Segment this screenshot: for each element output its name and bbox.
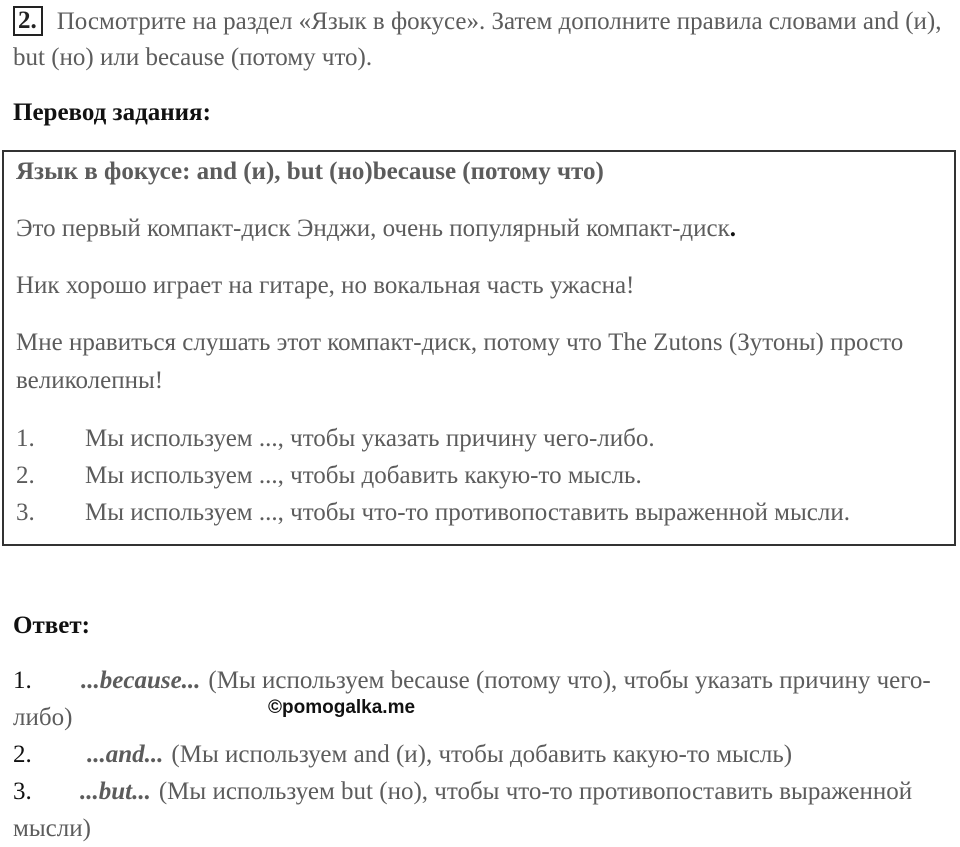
answer-item: [13, 736, 953, 773]
watermark-logo: ©pomogalka.me: [268, 697, 416, 718]
rule-number: 2.: [16, 462, 35, 489]
language-focus-box: [2, 150, 956, 546]
rule-item: [16, 494, 850, 531]
answer-explanation: (Мы используем but (но), чтобы что-то противопоставить выраженной мысли): [13, 778, 913, 842]
rule-item: [16, 420, 850, 457]
task-text: Посмотрите на раздел «Язык в фокусе». Затем дополните правила словами and (и), but (но) или because (потому что).: [13, 8, 942, 71]
answers-list: [13, 662, 953, 847]
rule-number: 1.: [16, 425, 35, 452]
answer-item: [13, 773, 953, 847]
task-number: 2.: [13, 6, 43, 36]
focus-example-1-period: .: [729, 215, 737, 242]
focus-example-1-text: Это первый компакт-диск Энджи, очень популярный компакт-диск: [16, 215, 730, 242]
focus-title: Язык в фокусе: and (и), but (но)because (потому что): [16, 158, 604, 185]
answer-key-word: ...and...: [87, 741, 164, 768]
answer-item: [13, 662, 953, 736]
answer-number: 3.: [13, 778, 32, 805]
rule-text: Мы используем ..., чтобы что-то противопоставить выраженной мысли.: [85, 499, 851, 526]
answer-number: 2.: [13, 741, 32, 768]
focus-example-2: Ник хорошо играет на гитаре, но вокальная часть ужасна!: [16, 272, 635, 299]
answer-number: 1.: [13, 667, 32, 694]
focus-example-1: [16, 210, 941, 248]
answer-explanation: (Мы используем and (и), чтобы добавить какую-то мысль): [171, 741, 793, 768]
answer-heading: Ответ:: [13, 612, 90, 639]
answer-key-word: ...but...: [80, 778, 151, 805]
rule-text: Мы используем ..., чтобы добавить какую-то мысль.: [85, 462, 642, 489]
answer-key-word: ...because...: [81, 667, 201, 694]
focus-example-3: Мне нравиться слушать этот компакт-диск, потому что The Zutons (Зутоны) просто великолепны!: [16, 329, 904, 394]
translation-heading: Перевод задания:: [13, 99, 211, 126]
rule-text: Мы используем ..., чтобы указать причину чего-либо.: [85, 425, 655, 452]
rule-item: [16, 457, 850, 494]
answer-explanation: (Мы используем because (потому что), чтобы указать причину чего-либо): [13, 667, 931, 731]
rule-number: 3.: [16, 499, 35, 526]
rules-list: [16, 420, 850, 531]
task-statement: [13, 4, 948, 76]
